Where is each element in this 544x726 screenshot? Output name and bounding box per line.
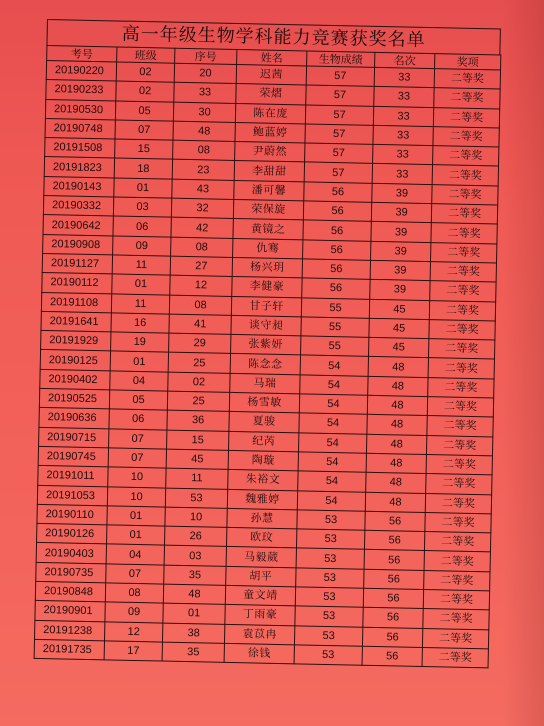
rank-cell: 48 <box>366 453 426 474</box>
award-cell: 二等奖 <box>429 300 495 321</box>
class-cell: 07 <box>108 448 166 469</box>
seat-number-cell: 53 <box>165 488 227 509</box>
score-cell: 56 <box>302 259 370 280</box>
seat-number-cell: 10 <box>165 507 227 528</box>
header-class: 班级 <box>117 47 175 63</box>
rank-cell: 56 <box>365 511 425 532</box>
seat-number-cell: 12 <box>170 275 232 296</box>
class-cell: 08 <box>105 583 163 604</box>
seat-number-cell: 25 <box>168 353 230 374</box>
award-cell: 二等奖 <box>422 647 488 668</box>
class-cell: 04 <box>110 371 168 392</box>
seat-number-cell: 08 <box>173 140 235 161</box>
award-cell: 二等奖 <box>434 69 500 90</box>
class-cell: 07 <box>109 429 167 450</box>
score-cell: 56 <box>303 201 371 222</box>
rank-cell: 39 <box>371 202 431 223</box>
award-cell: 二等奖 <box>433 146 499 167</box>
award-cell: 二等奖 <box>426 454 492 475</box>
score-cell: 54 <box>297 490 365 511</box>
score-cell: 56 <box>304 182 372 203</box>
rank-cell: 39 <box>371 222 431 243</box>
name-cell: 陈念念 <box>230 354 300 375</box>
table-body <box>34 61 500 669</box>
exam-id-cell: 20190110 <box>37 504 107 525</box>
rank-cell: 48 <box>366 473 426 494</box>
seat-number-cell: 38 <box>162 623 224 644</box>
score-cell: 54 <box>299 394 367 415</box>
exam-id-cell: 20190403 <box>36 543 106 564</box>
name-cell: 李健豪 <box>232 277 302 298</box>
exam-id-cell: 20190143 <box>44 176 114 197</box>
seat-number-cell: 20 <box>174 63 236 84</box>
score-cell: 54 <box>299 413 367 434</box>
class-cell: 03 <box>113 197 171 218</box>
score-cell: 53 <box>296 568 364 589</box>
name-cell: 孙慧 <box>227 508 297 529</box>
award-cell: 二等奖 <box>422 628 488 649</box>
name-cell: 朱裕文 <box>228 470 298 491</box>
score-cell: 54 <box>298 452 366 473</box>
name-cell: 杨兴玥 <box>232 257 302 278</box>
rank-cell: 39 <box>372 183 432 204</box>
seat-number-cell: 36 <box>167 410 229 431</box>
seat-number-cell: 01 <box>163 603 225 624</box>
class-cell: 11 <box>112 255 170 276</box>
class-cell: 07 <box>106 564 164 585</box>
name-cell: 童文靖 <box>225 585 295 606</box>
award-cell: 二等奖 <box>423 590 489 611</box>
name-cell: 丁雨豪 <box>225 605 295 626</box>
exam-id-cell: 20191823 <box>44 157 114 178</box>
class-cell: 11 <box>111 293 169 314</box>
rank-cell: 33 <box>373 145 433 166</box>
rank-cell: 48 <box>365 492 425 513</box>
class-cell: 10 <box>107 486 165 507</box>
header-rank: 名次 <box>375 52 435 68</box>
class-cell: 01 <box>114 178 172 199</box>
class-cell: 01 <box>112 274 170 295</box>
exam-id-cell: 20190530 <box>45 99 115 120</box>
name-cell: 潘可馨 <box>234 180 304 201</box>
name-cell: 纪芮 <box>229 431 299 452</box>
seat-number-cell: 35 <box>162 642 224 663</box>
award-cell: 二等奖 <box>428 377 494 398</box>
score-cell: 57 <box>304 162 372 183</box>
name-cell: 黄镜之 <box>233 219 303 240</box>
seat-number-cell: 11 <box>166 468 228 489</box>
name-cell: 欧玟 <box>226 528 296 549</box>
name-cell: 尹蔚然 <box>235 142 305 163</box>
seat-number-cell: 41 <box>169 314 231 335</box>
name-cell: 马瑞 <box>230 373 300 394</box>
seat-number-cell: 08 <box>169 295 231 316</box>
class-cell: 01 <box>110 351 168 372</box>
score-cell: 57 <box>305 105 373 126</box>
seat-number-cell: 02 <box>168 372 230 393</box>
class-cell: 09 <box>113 236 171 257</box>
name-cell: 荣熠 <box>236 84 306 105</box>
award-cell: 二等奖 <box>427 397 493 418</box>
name-cell: 迟茜 <box>236 64 306 85</box>
exam-id-cell: 20190715 <box>39 427 109 448</box>
score-cell: 54 <box>300 355 368 376</box>
name-cell: 陶璇 <box>228 450 298 471</box>
exam-id-cell: 20190636 <box>39 408 109 429</box>
rank-cell: 33 <box>374 67 434 88</box>
award-cell: 二等奖 <box>431 204 497 225</box>
award-cell: 二等奖 <box>430 262 496 283</box>
header-exam-id: 考号 <box>47 46 117 62</box>
rank-cell: 48 <box>367 415 427 436</box>
exam-id-cell: 20191508 <box>45 138 115 159</box>
rank-cell: 39 <box>370 280 430 301</box>
seat-number-cell: 48 <box>173 121 235 142</box>
class-cell: 05 <box>115 101 173 122</box>
score-cell: 57 <box>305 143 373 164</box>
score-cell: 53 <box>296 529 364 550</box>
exam-id-cell: 20191238 <box>35 620 105 641</box>
exam-id-cell: 20191108 <box>41 292 111 313</box>
exam-id-cell: 20190332 <box>43 196 113 217</box>
award-cell: 二等奖 <box>431 223 497 244</box>
rank-cell: 56 <box>363 588 423 609</box>
seat-number-cell: 29 <box>169 333 231 354</box>
score-cell: 57 <box>306 85 374 106</box>
name-cell: 仇骞 <box>233 238 303 259</box>
award-cell: 二等奖 <box>423 609 489 630</box>
exam-id-cell: 20190748 <box>45 118 115 139</box>
class-cell: 01 <box>107 506 165 527</box>
seat-number-cell: 25 <box>167 391 229 412</box>
award-cell: 二等奖 <box>433 107 499 128</box>
class-cell: 02 <box>116 81 174 102</box>
award-cell: 二等奖 <box>432 184 498 205</box>
rank-cell: 48 <box>368 376 428 397</box>
exam-id-cell: 20190735 <box>36 562 106 583</box>
header-seat-number: 序号 <box>175 48 237 64</box>
class-cell: 16 <box>111 313 169 334</box>
name-cell: 胡平 <box>226 566 296 587</box>
name-cell: 杨雪敏 <box>229 392 299 413</box>
name-cell: 陈在庞 <box>235 103 305 124</box>
score-cell: 54 <box>300 375 368 396</box>
award-cell: 二等奖 <box>428 339 494 360</box>
class-cell: 10 <box>108 467 166 488</box>
rank-cell: 56 <box>363 608 423 629</box>
class-cell: 05 <box>109 390 167 411</box>
score-cell: 55 <box>301 317 369 338</box>
exam-id-cell: 20191735 <box>34 639 104 660</box>
score-cell: 55 <box>301 336 369 357</box>
document-title: 高一年级生物学科能力竞赛获奖名单 <box>46 19 500 55</box>
name-cell: 马毅葳 <box>226 547 296 568</box>
rank-cell: 56 <box>364 530 424 551</box>
rank-cell: 45 <box>369 299 429 320</box>
seat-number-cell: 33 <box>174 82 236 103</box>
seat-number-cell: 27 <box>170 256 232 277</box>
name-cell: 鲍蓝婷 <box>235 122 305 143</box>
name-cell: 李甜甜 <box>234 161 304 182</box>
class-cell: 07 <box>115 120 173 141</box>
exam-id-cell: 20191053 <box>37 485 107 506</box>
award-cell: 二等奖 <box>431 242 497 263</box>
score-cell: 53 <box>297 510 365 531</box>
exam-id-cell: 20190233 <box>46 80 116 101</box>
score-cell: 53 <box>294 645 362 666</box>
seat-number-cell: 30 <box>173 102 235 123</box>
seat-number-cell: 08 <box>171 237 233 258</box>
name-cell: 袁苡冉 <box>224 624 294 645</box>
rank-cell: 33 <box>374 87 434 108</box>
exam-id-cell: 20191929 <box>41 331 111 352</box>
rank-cell: 56 <box>362 627 422 648</box>
name-cell: 荣保旋 <box>233 200 303 221</box>
class-cell: 12 <box>104 621 162 642</box>
seat-number-cell: 26 <box>164 526 226 547</box>
exam-id-cell: 20191127 <box>42 253 112 274</box>
header-award: 奖项 <box>435 54 501 70</box>
award-cell: 二等奖 <box>432 165 498 186</box>
exam-id-cell: 20191011 <box>38 466 108 487</box>
rank-cell: 33 <box>373 106 433 127</box>
award-cell: 二等奖 <box>424 551 490 572</box>
exam-id-cell: 20190125 <box>40 350 110 371</box>
seat-number-cell: 15 <box>167 430 229 451</box>
name-cell: 张紫妍 <box>231 335 301 356</box>
award-cell: 二等奖 <box>424 570 490 591</box>
seat-number-cell: 35 <box>164 565 226 586</box>
class-cell: 15 <box>115 139 173 160</box>
class-cell: 19 <box>111 332 169 353</box>
rank-cell: 56 <box>364 569 424 590</box>
exam-id-cell: 20190745 <box>38 446 108 467</box>
class-cell: 02 <box>116 62 174 83</box>
exam-id-cell: 20190908 <box>43 234 113 255</box>
name-cell: 夏骏 <box>229 412 299 433</box>
award-cell: 二等奖 <box>426 474 492 495</box>
score-cell: 56 <box>302 278 370 299</box>
rank-cell: 33 <box>372 164 432 185</box>
class-cell: 06 <box>113 216 171 237</box>
award-list-sheet <box>33 19 501 693</box>
award-cell: 二等奖 <box>429 319 495 340</box>
seat-number-cell: 43 <box>172 179 234 200</box>
rank-cell: 45 <box>368 337 428 358</box>
award-cell: 二等奖 <box>426 435 492 456</box>
name-cell: 魏雅婷 <box>227 489 297 510</box>
seat-number-cell: 32 <box>171 198 233 219</box>
header-name: 姓名 <box>237 49 307 65</box>
rank-cell: 56 <box>364 550 424 571</box>
rank-cell: 39 <box>371 241 431 262</box>
rank-cell: 48 <box>366 434 426 455</box>
exam-id-cell: 20190525 <box>39 388 109 409</box>
score-cell: 57 <box>305 124 373 145</box>
rank-cell: 48 <box>368 357 428 378</box>
score-cell: 55 <box>301 297 369 318</box>
rank-cell: 48 <box>367 395 427 416</box>
award-cell: 二等奖 <box>424 532 490 553</box>
exam-id-cell: 20190642 <box>43 215 113 236</box>
name-cell: 徐钱 <box>224 643 294 664</box>
score-cell: 56 <box>303 220 371 241</box>
award-cell: 二等奖 <box>430 281 496 302</box>
exam-id-cell: 20190112 <box>42 273 112 294</box>
header-biology-score: 生物成绩 <box>307 51 375 67</box>
class-cell: 17 <box>104 641 162 662</box>
score-cell: 54 <box>298 433 366 454</box>
exam-id-cell: 20190126 <box>37 524 107 545</box>
seat-number-cell: 23 <box>172 160 234 181</box>
award-cell: 二等奖 <box>433 127 499 148</box>
award-cell: 二等奖 <box>425 512 491 533</box>
rank-cell: 56 <box>362 646 422 667</box>
award-cell: 二等奖 <box>425 493 491 514</box>
score-cell: 57 <box>306 66 374 87</box>
name-cell: 甘子轩 <box>231 296 301 317</box>
award-cell: 二等奖 <box>434 88 500 109</box>
exam-id-cell: 20190901 <box>35 601 105 622</box>
exam-id-cell: 20190220 <box>46 61 116 82</box>
score-cell: 53 <box>294 625 362 646</box>
class-cell: 01 <box>107 525 165 546</box>
score-cell: 53 <box>295 587 363 608</box>
rank-cell: 39 <box>370 260 430 281</box>
seat-number-cell: 45 <box>166 449 228 470</box>
exam-id-cell: 20190848 <box>35 581 105 602</box>
name-cell: 谈守昶 <box>231 315 301 336</box>
award-cell: 二等奖 <box>428 358 494 379</box>
rank-cell: 45 <box>369 318 429 339</box>
class-cell: 04 <box>106 544 164 565</box>
rank-cell: 33 <box>373 125 433 146</box>
seat-number-cell: 48 <box>163 584 225 605</box>
award-table <box>34 45 502 669</box>
class-cell: 09 <box>105 602 163 623</box>
score-cell: 53 <box>295 606 363 627</box>
exam-id-cell: 20190402 <box>40 369 110 390</box>
exam-id-cell: 20191641 <box>41 311 111 332</box>
award-cell: 二等奖 <box>427 416 493 437</box>
seat-number-cell: 42 <box>171 218 233 239</box>
class-cell: 06 <box>109 409 167 430</box>
score-cell: 56 <box>303 240 371 261</box>
seat-number-cell: 03 <box>164 545 226 566</box>
score-cell: 53 <box>296 548 364 569</box>
score-cell: 54 <box>298 471 366 492</box>
class-cell: 18 <box>114 158 172 179</box>
